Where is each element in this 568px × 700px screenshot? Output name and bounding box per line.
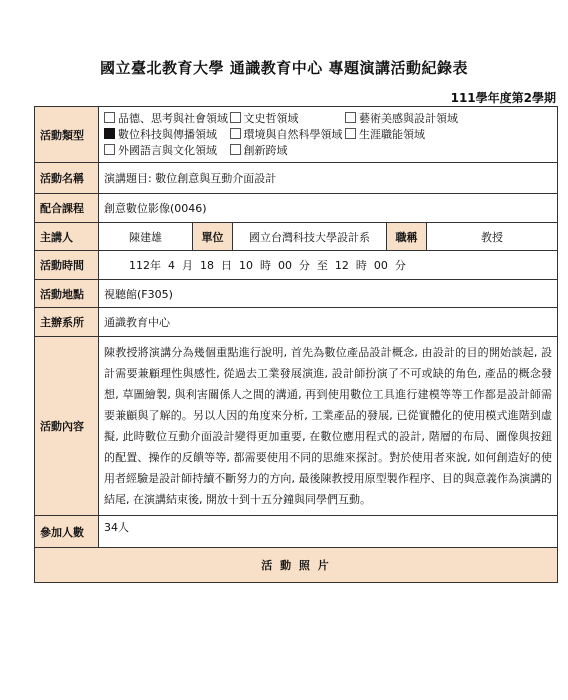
unit-value: 國立台灣科技大學設計系 (233, 223, 387, 251)
location-label: 活動地點 (35, 280, 99, 308)
checkbox-icon[interactable] (345, 112, 356, 123)
option-innovation[interactable]: 創新跨域 (230, 143, 288, 159)
row-activity-type (35, 107, 558, 163)
time-label: 活動時間 (35, 251, 99, 280)
speaker-name: 陳建雄 (99, 223, 193, 251)
activity-type-label: 活動類型 (35, 107, 99, 163)
checkbox-icon[interactable] (104, 144, 115, 155)
row-time (35, 251, 558, 280)
activity-type-options (99, 107, 558, 163)
activity-record-table (34, 106, 558, 583)
option-digital-media[interactable]: 數位科技與傳播領域 (104, 127, 224, 143)
organizer-label: 主辦系所 (35, 308, 99, 337)
location-value: 視聽館(F305) (99, 280, 558, 308)
row-attendance (35, 516, 558, 548)
checkbox-icon[interactable] (230, 128, 241, 139)
course-label: 配合課程 (35, 194, 99, 223)
row-organizer (35, 308, 558, 337)
row-course (35, 194, 558, 223)
form-title: 國立臺北教育大學 通識教育中心 專題演講活動紀錄表 (100, 59, 468, 77)
option-arts-design[interactable]: 藝術美感與設計領域 (345, 111, 458, 127)
row-photos (35, 548, 558, 583)
checkbox-icon[interactable] (230, 112, 241, 123)
checkbox-icon[interactable] (230, 144, 241, 155)
row-content (35, 337, 558, 516)
course-value: 創意數位影像(0046) (99, 194, 558, 223)
speaker-label: 主講人 (35, 223, 99, 251)
row-location (35, 280, 558, 308)
organizer-value: 通識教育中心 (99, 308, 558, 337)
activity-name-value: 演講題目: 數位創意與互動介面設計 (99, 163, 558, 194)
option-foreign-language[interactable]: 外國語言與文化領域 (104, 143, 224, 159)
time-value: 112年 4 月 18 日 10 時 00 分 至 12 時 00 分 (99, 251, 558, 280)
row-speaker (35, 223, 558, 251)
semester-label: 111學年度第2學期 (450, 91, 556, 105)
activity-name-label: 活動名稱 (35, 163, 99, 194)
content-value: 陳教授將演講分為幾個重點進行說明, 首先為數位產品設計概念, 由設計的目的開始談起, 設計需要兼顧理性與感性, 從過去工業發展演進, 設計師扮演了不可或缺的角色, 產品的概念發想, 草圖繪製, 與利害關係人之間的溝通, 再到使用數位工具進行建模等等工作都是設計師需要兼顧與了解的。另以人因的角度來分析, 工業產品的發展, 已從實體化的使用模式進階到虛擬, 此時數位互動介面設計變得更加重要, 在數位應用程式的設計, 階層的布局、圖像與按鈕的配置、操作的反饋等等, 都需要使用不同的思維來探討。對於使用者來說, 如何創造好的使用者經驗是設計師持續不斷努力的方向, 最後陳教授用原型製作程序、目的與意義作為演講的結尾, 在演講結束後, 開放十到十五分鐘與同學們互動。 (99, 337, 558, 516)
checkbox-icon[interactable] (104, 112, 115, 123)
option-ethics-society[interactable]: 品德、思考與社會領域 (104, 111, 224, 127)
title-value: 教授 (427, 223, 558, 251)
row-activity-name (35, 163, 558, 194)
unit-label: 單位 (193, 223, 233, 251)
content-label: 活動內容 (35, 337, 99, 516)
photos-header: 活 動 照 片 (35, 548, 558, 583)
attendance-label: 參加人數 (35, 516, 99, 548)
checkbox-checked-icon[interactable] (104, 128, 115, 139)
title-label: 職稱 (387, 223, 427, 251)
attendance-value: 34人 (99, 516, 558, 548)
option-environment-science[interactable]: 環境與自然科學領域 (230, 127, 340, 143)
checkbox-icon[interactable] (345, 128, 356, 139)
option-humanities[interactable]: 文史哲領域 (230, 111, 340, 127)
option-career[interactable]: 生涯職能領域 (345, 127, 425, 143)
